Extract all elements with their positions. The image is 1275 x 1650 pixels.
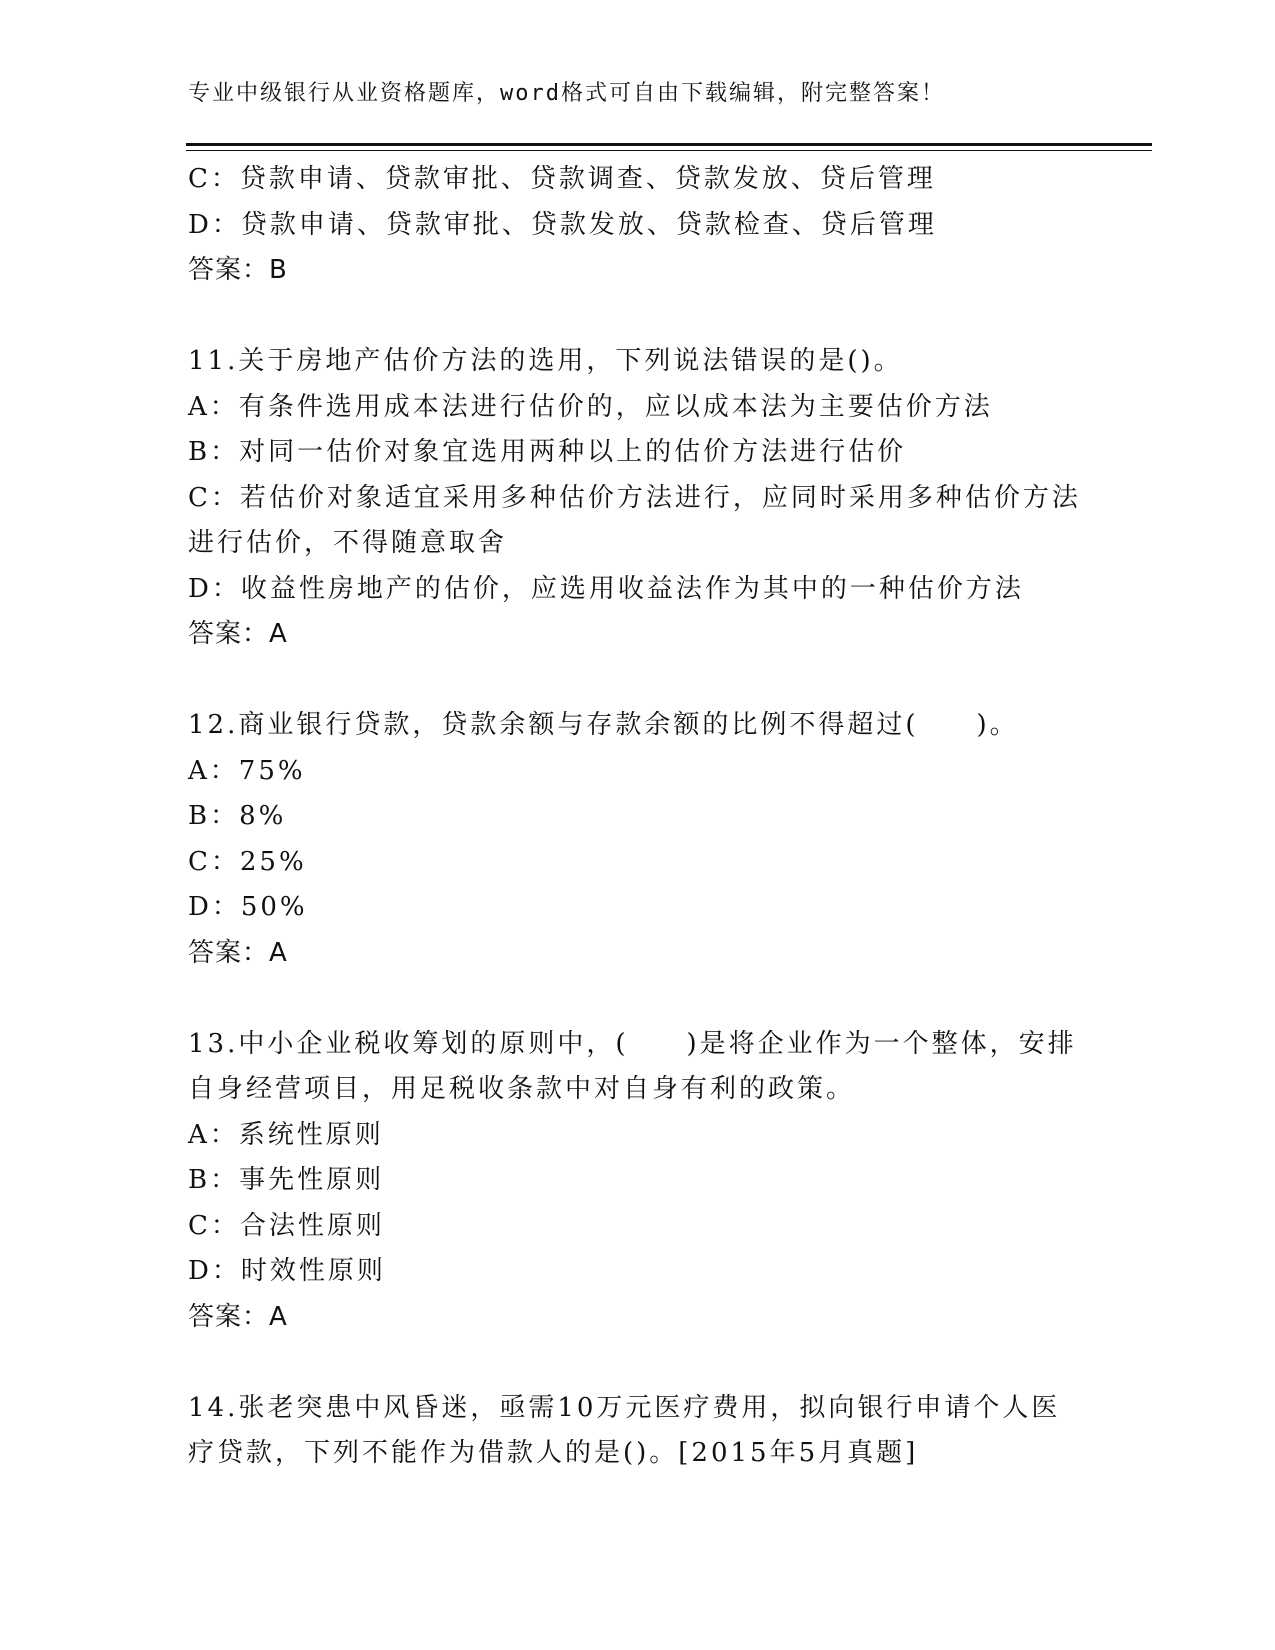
question-14 [188,1386,1088,1477]
question-11 [188,339,1088,658]
question-13 [188,1022,1088,1341]
option-c: C：合法性原则 [188,1210,385,1241]
spacer [188,976,1088,1022]
spacer [188,1340,1088,1386]
spacer [188,658,1088,704]
option-c-continued: 进行估价，不得随意取舍 [188,528,508,558]
answer: 答案：A [188,619,288,649]
option-b: B：8% [188,801,287,831]
question-stem: 12.商业银行贷款，贷款余额与存款余额的比例不得超过( )。 [188,710,1019,740]
spacer [188,294,1088,340]
question-stem: 14.张老突患中风昏迷，亟需10万元医疗费用，拟向银行申请个人医 [188,1392,1061,1423]
option-a: A：有条件选用成本法进行估价的，应以成本法为主要估价方法 [188,391,993,422]
question-12 [188,703,1088,976]
option-d: D：时效性原则 [188,1256,386,1286]
answer: 答案：A [188,937,288,968]
answer: 答案：B [188,255,288,285]
question-stem: 11.关于房地产估价方法的选用，下列说法错误的是()。 [188,346,903,376]
option-b: B：事先性原则 [188,1165,385,1195]
prev-question [188,157,1088,294]
question-content [188,157,1088,1477]
question-stem: 13.中小企业税收筹划的原则中，( )是将企业作为一个整体，安排 [188,1028,1077,1059]
option-c: C：25% [188,846,307,877]
question-stem-continued: 疗贷款，下列不能作为借款人的是()。[2015年5月真题] [188,1438,919,1468]
document-header: 专业中级银行从业资格题库，word格式可自由下载编辑，附完整答案！ [188,81,945,106]
header-rule-thick [186,143,1152,146]
question-stem-continued: 自身经营项目，用足税收条款中对自身有利的政策。 [188,1074,856,1104]
option-a: A：75% [188,755,306,786]
option-b: B：对同一估价对象宜选用两种以上的估价方法进行估价 [188,437,907,467]
answer: 答案：A [188,1301,288,1332]
header-rule-thin [186,150,1152,151]
option-c: C：若估价对象适宜采用多种估价方法进行，应同时采用多种估价方法 [188,482,1081,513]
option-d: D：贷款申请、贷款审批、贷款发放、贷款检查、贷后管理 [188,209,937,240]
option-c: C：贷款申请、贷款审批、贷款调查、贷款发放、贷后管理 [188,164,936,194]
option-d: D：50% [188,892,308,922]
option-d: D：收益性房地产的估价，应选用收益法作为其中的一种估价方法 [188,573,1024,604]
option-a: A：系统性原则 [188,1119,384,1150]
